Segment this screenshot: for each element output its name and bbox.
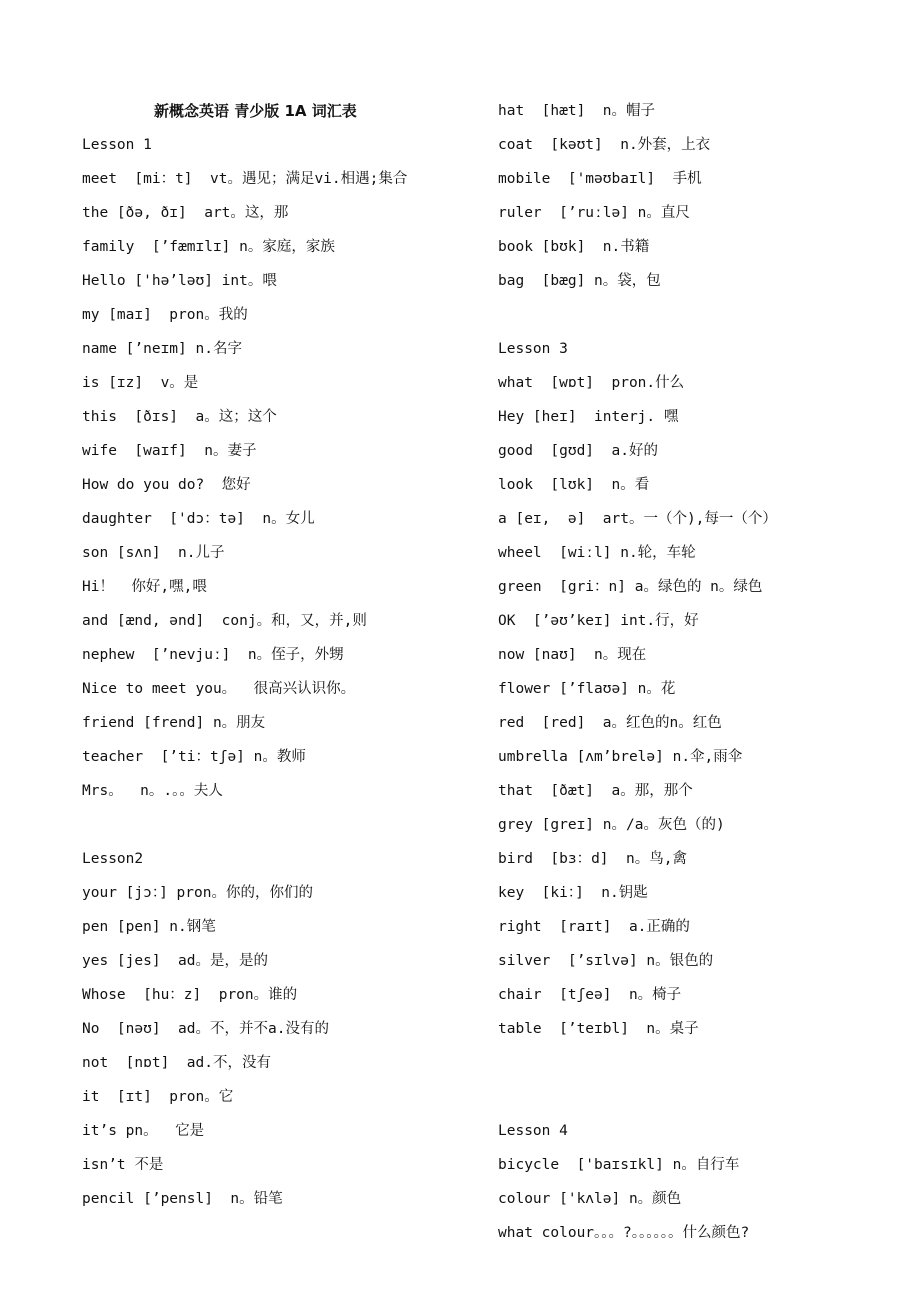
vocab-line: key [ki：] n.钥匙 xyxy=(498,885,648,901)
vocab-line: flower [’flaʊə] n。花 xyxy=(498,681,676,697)
vocab-line: table [’teɪbl] n。桌子 xyxy=(498,1021,699,1037)
vocab-line: not [nɒt] ad.不，没有 xyxy=(82,1055,271,1071)
vocab-line: now [naʊ] n。现在 xyxy=(498,647,647,663)
vocab-line xyxy=(82,808,482,842)
vocab-line: family [’fæmɪlɪ] n。家庭，家族 xyxy=(82,239,335,255)
vocab-line: Lesson 4 xyxy=(498,1123,568,1139)
vocab-line: and [ænd, ənd] conj。和，又，并,则 xyxy=(82,613,367,629)
vocab-line: pen [pen] n.钢笔 xyxy=(82,919,216,935)
vocab-line: colour ['kʌlə] n。颜色 xyxy=(498,1191,682,1207)
vocab-line: bicycle ['baɪsɪkl] n。自行车 xyxy=(498,1157,740,1173)
vocab-line: ruler [’ruːlə] n。直尺 xyxy=(498,205,690,221)
document-title: 新概念英语 青少版 1A 词汇表 xyxy=(154,102,357,120)
vocab-line: Lesson 3 xyxy=(498,341,568,357)
vocab-line: pencil [’pensl] n。铅笔 xyxy=(82,1191,283,1207)
vocab-line: umbrella [ʌm’brelə] n.伞,雨伞 xyxy=(498,749,743,765)
vocab-line: good [gʊd] a.好的 xyxy=(498,443,658,459)
vocab-line: mobile ['məʊbaɪl] 手机 xyxy=(498,171,702,187)
vocab-line: wife [waɪf] n。妻子 xyxy=(82,443,257,459)
left-column xyxy=(82,94,482,1216)
vocab-line: a [eɪ, ə] art。一（个),每一（个） xyxy=(498,511,777,527)
vocab-line: Nice to meet you。 很高兴认识你。 xyxy=(82,681,356,697)
vocab-line: Mrs。 n。.。。夫人 xyxy=(82,783,223,799)
vocab-line: Lesson 1 xyxy=(82,137,152,153)
vocab-line: meet [mi：t] vt。遇见；满足vi.相遇;集合 xyxy=(82,171,408,187)
vocab-line xyxy=(498,1080,898,1114)
vocab-line: son [sʌn] n.儿子 xyxy=(82,545,225,561)
vocab-line: it’s pn。 它是 xyxy=(82,1123,205,1139)
vocab-line: grey [greɪ] n。/a。灰色（的) xyxy=(498,817,725,833)
vocab-line: red [red] a。红色的n。红色 xyxy=(498,715,722,731)
vocab-line: right [raɪt] a.正确的 xyxy=(498,919,690,935)
vocab-line: No [nəʊ] ad。不，并不a.没有的 xyxy=(82,1021,329,1037)
vocab-line: isn’t 不是 xyxy=(82,1157,164,1173)
vocab-line: teacher [’ti：tʃə] n。教师 xyxy=(82,749,306,765)
vocab-line: look [lʊk] n。看 xyxy=(498,477,650,493)
vocab-line: my [maɪ] pron。我的 xyxy=(82,307,248,323)
vocab-line: chair [tʃeə] n。椅子 xyxy=(498,987,682,1003)
vocab-line xyxy=(498,298,898,332)
vocab-line: Whose [hu：z] pron。谁的 xyxy=(82,987,298,1003)
vocab-line: name [’neɪm] n.名字 xyxy=(82,341,242,357)
vocab-line: your [jɔ：] pron。你的，你们的 xyxy=(82,885,313,901)
vocab-line: friend [frend] n。朋友 xyxy=(82,715,266,731)
vocab-line: yes [jes] ad。是，是的 xyxy=(82,953,268,969)
vocab-line: what colour。。。?。。。。。。什么颜色? xyxy=(498,1225,750,1241)
vocab-line: is [ɪz] v。是 xyxy=(82,375,199,391)
vocab-line: bag [bæg] n。袋，包 xyxy=(498,273,661,289)
vocab-line: this [ðɪs] a。这；这个 xyxy=(82,409,277,425)
vocab-line: that [ðæt] a。那，那个 xyxy=(498,783,693,799)
vocab-line: OK [’əʊ’keɪ] int.行，好 xyxy=(498,613,699,629)
vocab-line: Lesson2 xyxy=(82,851,144,867)
vocab-line: daughter ['dɔ：tə] n。女儿 xyxy=(82,511,315,527)
vocab-line xyxy=(498,1046,898,1080)
right-column xyxy=(498,94,898,1250)
vocab-line: book [bʊk] n.书籍 xyxy=(498,239,650,255)
vocab-line: Hi！ 你好,嘿,喂 xyxy=(82,579,207,595)
vocab-line: what [wɒt] pron.什么 xyxy=(498,375,685,391)
vocab-line: the [ðə, ðɪ] art。这，那 xyxy=(82,205,289,221)
vocab-line: Hello ['hə’ləʊ] int。喂 xyxy=(82,273,277,289)
vocab-line: hat [hæt] n。帽子 xyxy=(498,103,655,119)
vocab-line: green [gri：n] a。绿色的 n。绿色 xyxy=(498,579,763,595)
vocab-line: silver [’sɪlvə] n。银色的 xyxy=(498,953,714,969)
vocab-line: Hey [heɪ] interj. 嘿 xyxy=(498,409,679,425)
vocab-line: nephew [’nevjuː] n。侄子，外甥 xyxy=(82,647,344,663)
vocab-line: coat [kəʊt] n.外套，上衣 xyxy=(498,137,711,153)
vocab-line: bird [bɜ：d] n。鸟,禽 xyxy=(498,851,687,867)
vocab-line: wheel [wiːl] n.轮，车轮 xyxy=(498,545,696,561)
vocab-line: it [ɪt] pron。它 xyxy=(82,1089,234,1105)
vocab-line: How do you do? 您好 xyxy=(82,477,251,493)
